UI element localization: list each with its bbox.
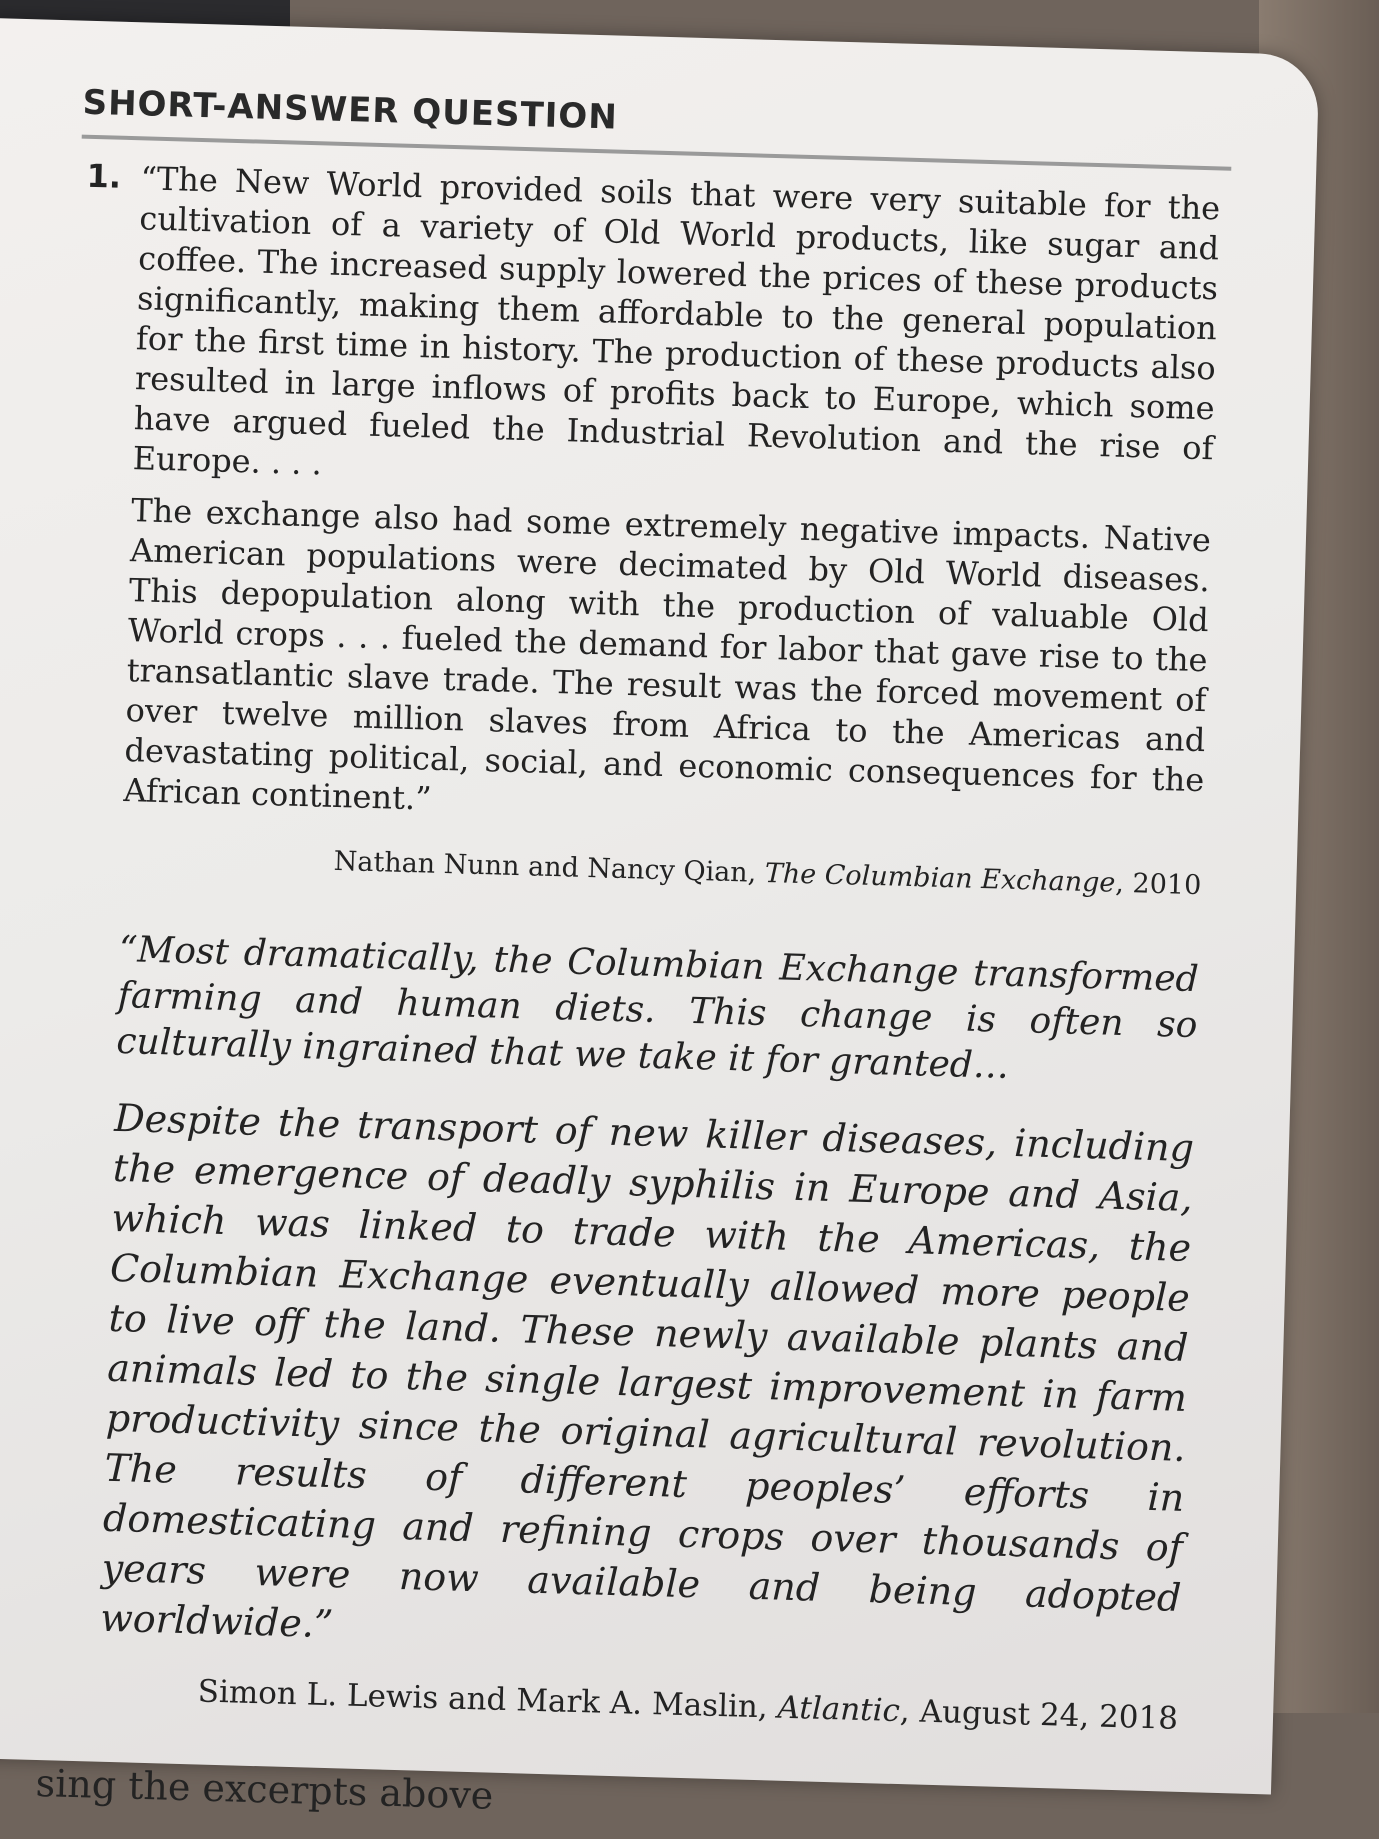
excerpt-1-paragraph-1: “The New World provided soils that were very suitable for the cultivation of a variety of Old World products, like sugar and coffee. The increased supply lowered the prices of these products significantly, making them affordable to the general population for the first time in history. The production of these products also resulted in large inflows of profits back to Europe, which some have argued fueled the Industrial Revolution and the rise of Europe. . . . — [132, 159, 1221, 483]
excerpt-nunn-qian — [121, 158, 1250, 902]
question-number: 1. — [86, 156, 122, 196]
excerpt-lewis-maslin — [98, 927, 1229, 1738]
excerpt-2-attribution — [98, 1671, 1179, 1737]
page-content — [35, 83, 1253, 1838]
attribution-date: , 2010 — [1114, 867, 1202, 902]
attribution-date: , August 24, 2018 — [899, 1693, 1179, 1737]
question-1 — [38, 157, 1251, 1738]
attribution-authors: Nathan Nunn and Nancy Qian, — [333, 845, 766, 889]
section-heading: SHORT-ANSWER QUESTION — [82, 82, 619, 138]
cutoff-question-text: sing the excerpts above — [35, 1760, 494, 1818]
excerpt-2-paragraph-1: “Most dramatically, the Columbian Exchange transformed farming and human diets. This change is often so culturally ingrained that we take it for granted… — [115, 928, 1200, 1087]
attribution-work: The Columbian Exchange — [764, 857, 1116, 899]
attribution-authors: Simon L. Lewis and Mark A. Maslin, — [197, 1673, 779, 1726]
excerpt-1-paragraph-2: The exchange also had some extremely negative impacts. Native American populations were decimated by Old World diseases. This depopulation along with the production of valuable Old World crops . . . fueled the demand for labor that gave rise to the transatlantic slave trade. The result was the forced movement of over twelve million slaves from Africa to the Americas and devastating political, social, and economic consequences for the African continent.” — [122, 491, 1212, 818]
excerpt-2-paragraph-2: Despite the transport of new killer diseases, including the emergence of deadly syphilis in Europe and Asia, which was linked to trade with the Americas, the Columbian Exchange eventually allowed more people to live off the land. These newly available plants and animals led to the single largest improvement in farm productivity since the original agricultural revolution. The results of different peoples’ efforts in domesticating and refining crops over thousands of years were now available and being adopted worldwide.” — [99, 1095, 1195, 1647]
attribution-work: Atlantic — [777, 1689, 901, 1730]
book-page — [0, 18, 1319, 1818]
excerpt-1-attribution — [121, 840, 1201, 901]
